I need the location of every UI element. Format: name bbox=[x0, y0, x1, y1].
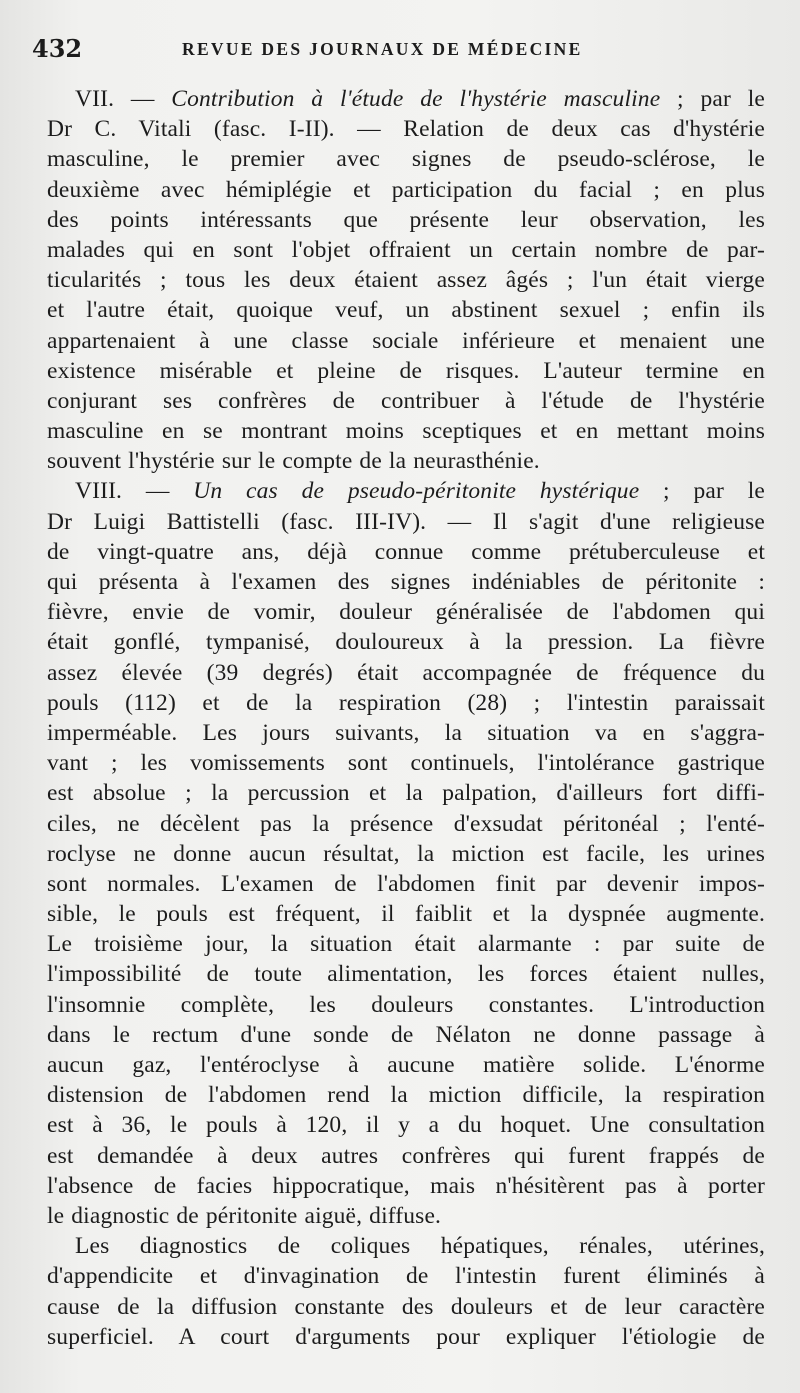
text-run: vant ; les vomissements sont continuels, l'intolérance gastrique bbox=[47, 750, 765, 777]
text-run: est à 36, le pouls à 120, il y a du hoquet. Une consultation bbox=[47, 1112, 765, 1139]
text-line bbox=[47, 869, 765, 899]
text-line bbox=[47, 597, 765, 627]
text-line bbox=[47, 839, 765, 869]
text-line bbox=[47, 1080, 765, 1110]
text-run: Le troisième jour, la situation était alarmante : par suite de bbox=[47, 931, 765, 958]
text-line bbox=[47, 1201, 765, 1231]
text-run: ticularités ; tous les deux étaient assez âgés ; l'un était vierge bbox=[47, 267, 765, 294]
page-number: 432 bbox=[32, 34, 83, 63]
text-line bbox=[47, 1261, 765, 1291]
text-run: sible, le pouls est fréquent, il faiblit et la dyspnée augmente. bbox=[47, 901, 765, 928]
article-viii bbox=[47, 476, 765, 1351]
text-line bbox=[47, 718, 765, 748]
text-run: était gonflé, tympanisé, douloureux à la pression. La fièvre bbox=[47, 629, 765, 656]
text-run: Les diagnostics de coliques hépatiques, rénales, utérines, bbox=[75, 1233, 765, 1260]
text-line bbox=[47, 114, 765, 144]
text-line bbox=[47, 1231, 765, 1261]
text-run: fièvre, envie de vomir, douleur généralisée de l'abdomen qui bbox=[47, 599, 765, 626]
text-line bbox=[47, 899, 765, 929]
text-line bbox=[47, 688, 765, 718]
text-line bbox=[47, 1110, 765, 1140]
text-line bbox=[47, 627, 765, 657]
text-line bbox=[47, 1141, 765, 1171]
text-run: sont normales. L'examen de l'abdomen finit par devenir impos- bbox=[47, 870, 765, 897]
text-run: de vingt-quatre ans, déjà connue comme prétuberculeuse et bbox=[47, 538, 765, 565]
text-line bbox=[47, 175, 765, 205]
text-line bbox=[47, 1292, 765, 1322]
text-run: Dr Luigi Battistelli (fasc. III-IV). — Il s'agit d'une religieuse bbox=[47, 508, 765, 535]
text-line bbox=[47, 446, 765, 476]
text-run: le diagnostic de péritonite aiguë, diffuse. bbox=[47, 1202, 442, 1229]
text-line bbox=[47, 658, 765, 688]
article-title: Un cas de pseudo-péritonite hystérique bbox=[193, 478, 640, 505]
text-run: roclyse ne donne aucun résultat, la miction est facile, les urines bbox=[47, 840, 765, 867]
text-line bbox=[47, 1050, 765, 1080]
text-run: VII. — bbox=[75, 86, 172, 112]
text-line bbox=[47, 748, 765, 778]
page-header bbox=[0, 30, 800, 64]
text-run: VIII. — bbox=[75, 478, 194, 505]
text-run: dans le rectum d'une sonde de Nélaton ne donne passage à bbox=[47, 1021, 765, 1048]
text-line bbox=[47, 1322, 765, 1352]
text-run: des points intéressants que présente leur observation, les bbox=[47, 206, 765, 233]
text-line bbox=[47, 416, 765, 446]
text-run: ; par le bbox=[660, 86, 765, 112]
text-run: masculine en se montrant moins sceptiques et en mettant moins bbox=[47, 418, 765, 445]
text-run: deuxième avec hémiplégie et participation du facial ; en plus bbox=[47, 176, 765, 203]
text-run: appartenaient à une classe sociale inférieure et menaient une bbox=[47, 327, 765, 354]
text-run: est demandée à deux autres confrères qui furent frappés de bbox=[47, 1142, 765, 1169]
text-line bbox=[47, 144, 765, 174]
text-run: et l'autre était, quoique veuf, un abstinent sexuel ; enfin ils bbox=[47, 297, 765, 324]
text-run: existence misérable et pleine de risques. L'auteur termine en bbox=[47, 357, 765, 384]
text-run: est absolue ; la percussion et la palpation, d'ailleurs fort diffi- bbox=[47, 780, 765, 807]
text-run: souvent l'hystérie sur le compte de la neurasthénie. bbox=[47, 448, 540, 475]
text-line bbox=[47, 84, 765, 114]
text-run: Dr C. Vitali (fasc. I-II). — Relation de deux cas d'hystérie bbox=[47, 116, 765, 143]
text-run: pouls (112) et de la respiration (28) ; l'intestin paraissait bbox=[47, 689, 765, 716]
text-run: cause de la diffusion constante des douleurs et de leur caractère bbox=[47, 1293, 765, 1320]
text-run: ; par le bbox=[639, 478, 765, 505]
text-run: malades qui en sont l'objet offraient un certain nombre de par- bbox=[47, 236, 765, 263]
text-line bbox=[47, 809, 765, 839]
text-run: l'absence de facies hippocratique, mais n'hésitèrent pas à porter bbox=[47, 1172, 765, 1199]
text-line bbox=[47, 567, 765, 597]
text-run: superficiel. A court d'arguments pour expliquer l'étiologie de bbox=[47, 1323, 765, 1350]
text-line bbox=[47, 386, 765, 416]
text-line bbox=[47, 990, 765, 1020]
text-line bbox=[47, 1020, 765, 1050]
text-line bbox=[47, 778, 765, 808]
article-title: Contribution à l'étude de l'hystérie masculine bbox=[171, 86, 661, 112]
text-run: qui présenta à l'examen des signes indéniables de péritonite : bbox=[47, 569, 765, 595]
text-run: distension de l'abdomen rend la miction difficile, la respiration bbox=[47, 1082, 765, 1109]
text-run: l'impossibilité de toute alimentation, les forces étaient nulles, bbox=[47, 961, 765, 988]
text-line bbox=[47, 295, 765, 325]
text-run: l'insomnie complète, les douleurs constantes. L'introduction bbox=[47, 991, 765, 1018]
text-run: ciles, ne décèlent pas la présence d'exsudat péritonéal ; l'enté- bbox=[47, 810, 765, 837]
text-line bbox=[47, 205, 765, 235]
article-vii bbox=[47, 84, 765, 476]
text-run: d'appendicite et d'invagination de l'intestin furent éliminés à bbox=[47, 1263, 765, 1290]
text-line bbox=[47, 959, 765, 989]
text-line bbox=[47, 235, 765, 265]
text-run: imperméable. Les jours suivants, la situation va en s'aggra- bbox=[47, 719, 765, 746]
text-line bbox=[47, 1171, 765, 1201]
text-line bbox=[47, 476, 765, 506]
text-line bbox=[47, 265, 765, 295]
text-line bbox=[47, 537, 765, 567]
text-run: assez élevée (39 degrés) était accompagnée de fréquence du bbox=[47, 659, 765, 686]
text-run: conjurant ses confrères de contribuer à l'étude de l'hystérie bbox=[47, 387, 765, 414]
text-line bbox=[47, 507, 765, 537]
text-line bbox=[47, 929, 765, 959]
text-line bbox=[47, 326, 765, 356]
text-run: aucun gaz, l'entéroclyse à aucune matière solide. L'énorme bbox=[47, 1052, 765, 1078]
text-line bbox=[47, 356, 765, 386]
article-body bbox=[47, 84, 765, 1352]
text-run: masculine, le premier avec signes de pseudo-sclérose, le bbox=[47, 146, 765, 173]
running-head: REVUE DES JOURNAUX DE MÉDECINE bbox=[182, 39, 583, 59]
